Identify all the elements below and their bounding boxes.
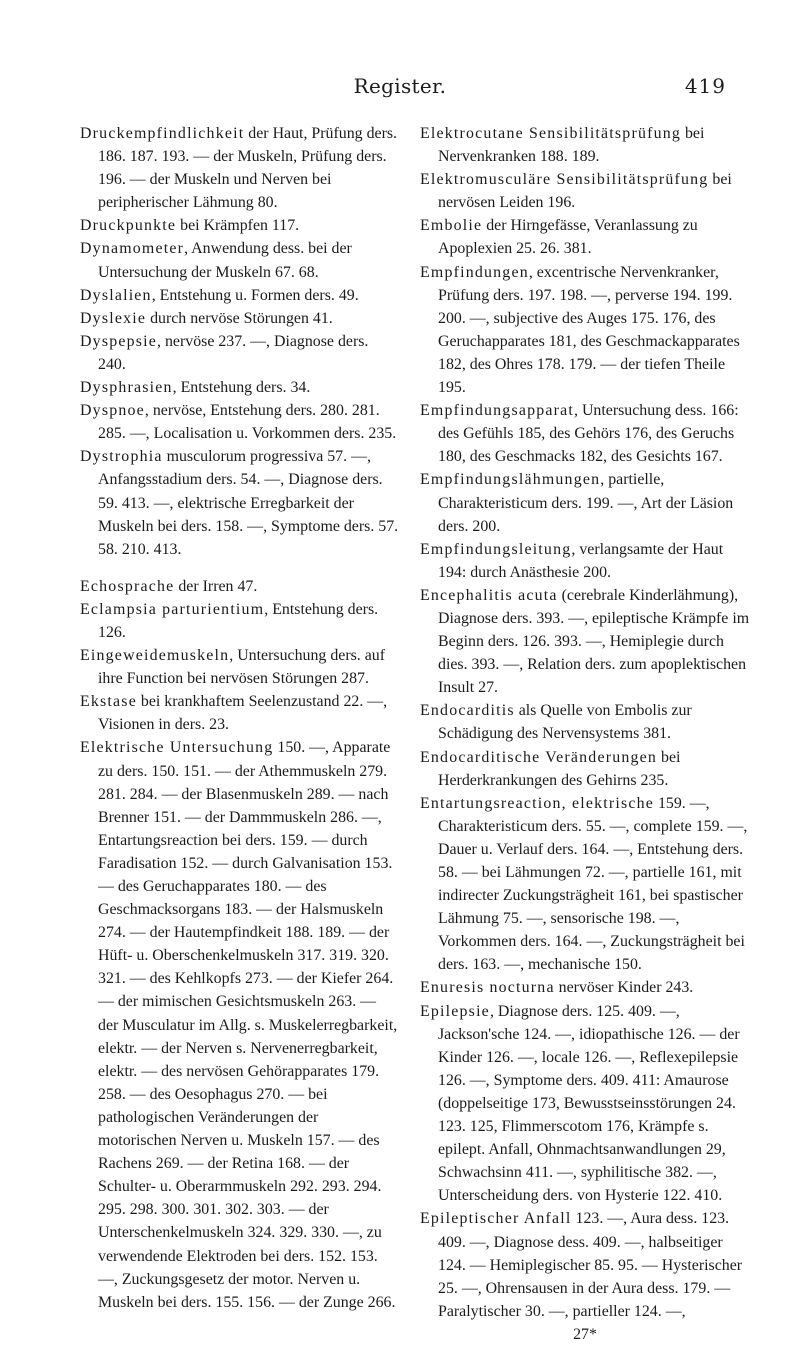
entry-text: durch nervöse Störungen 41. <box>146 309 333 327</box>
index-entry <box>80 399 400 445</box>
index-entry <box>80 122 400 214</box>
page-number: 419 <box>684 74 726 98</box>
index-entry <box>80 376 400 399</box>
entry-headword: Druckempfindlichkeit <box>80 125 245 142</box>
entry-text: der Hirngefässe, Veranlassung zu Apoplexien 25. 26. 381. <box>438 217 698 258</box>
entry-text: , Entstehung ders. 34. <box>172 379 311 397</box>
entry-text: der Haut, Prüfung ders. 186. 187. 193. — der Muskeln, Prüfung ders. 196. — der Muskeln und Nerven bei peripherischer Lähmung 80. <box>98 125 398 212</box>
index-entry <box>80 690 400 736</box>
index-entry <box>80 445 400 560</box>
entry-text: 123. —, Aura dess. 123. 409. —, Diagnose dess. 409. —, halbseitiger 124. — Hemiplegischer 85. 95. — Hysterischer 25. —, Ohrensausen in der Aura dess. 179. — Paralytischer 30. —, partieller 124. —, <box>438 1210 743 1320</box>
entry-text: bei Herderkrankungen des Gehirns 235. <box>438 748 681 789</box>
index-entry <box>80 237 400 283</box>
entry-headword: Eclampsia parturientium <box>80 600 265 618</box>
index-entry <box>420 122 750 168</box>
right-column <box>420 122 750 1346</box>
index-entry <box>80 736 400 1313</box>
entry-headword: Enuresis nocturna <box>420 979 555 997</box>
entry-headword: Dyspepsie <box>80 332 158 350</box>
index-entry <box>80 644 400 690</box>
index-entry <box>420 699 750 745</box>
entry-headword: Entartungsreaction, elektrische <box>420 794 654 812</box>
entry-headword: Endocarditis <box>420 702 515 720</box>
entry-headword: Empfindungslähmungen <box>420 471 601 489</box>
index-entry <box>420 792 750 977</box>
entry-headword: Echosprache <box>80 577 175 595</box>
entry-text: 150. —, Apparate zu ders. 150. 151. — der Athemmuskeln 279. 281. 284. — der Blasenmuskeln 289. — nach Brenner 151. — der Dammmuskeln 286. —, Entartungsreaction bei ders. 159. — durch Faradisation 152. — durch Galvanisation 153. — des Geruchapparates 180. — des Geschmacksorgans 183. — der Halsmuskeln 274. — der Hautempfindkeit 188. 189. — der Hüft- u. Oberschenkelmuskeln 317. 319. 320. 321. — des Kehlkopfs 273. — der Kiefer 264. — der mimischen Gesichtsmuskeln 263. — der Musculatur im Allg. s. Muskelerregbarkeit, elektr. — der Nerven s. Nervenerregbarkeit, elektr. — des nervösen Gehörapparates 179. 258. — des Oesophagus 270. — bei pathologischen Veränderungen der motorischen Nerven u. Muskeln 157. — des Rachens 269. — der Retina 168. — der Schulter- u. Oberarmmuskeln 292. 293. 294. 295. 298. 300. 301. 302. 303. — der Unterschenkelmuskeln 324. 329. 330. —, zu verwendende Elektroden bei ders. 152. 153. —, Zuckungsgesetz der motor. Nerven u. Muskeln bei ders. 155. 156. — der Zunge 266. <box>98 739 398 1311</box>
entry-text: , excentrische Nervenkranker, Prüfung ders. 197. 198. —, perverse 194. 199. 200. —, subjective des Auges 175. 176, des Geruchapparates 181, des Geschmackapparates 182, des Ohres 178. 179. — der tiefen Theile 195. <box>438 263 740 397</box>
running-header <box>0 74 800 104</box>
entry-headword: Elektrische Untersuchung <box>80 739 274 757</box>
index-entry <box>80 598 400 644</box>
entry-headword: Dyspnoe <box>80 402 145 420</box>
entry-text: , partielle, Charakteristicum ders. 199. —, Art der Läsion ders. 200. <box>438 471 734 535</box>
index-entry <box>420 468 750 537</box>
index-entry <box>80 214 400 237</box>
entry-text: , Untersuchung dess. 166: des Gefühls 185, des Gehörs 176, des Geruchs 180, des Geschmacks 182, des Gesichts 167. <box>438 402 739 466</box>
index-entry <box>420 976 750 999</box>
index-entry <box>420 261 750 400</box>
index-entry <box>80 307 400 330</box>
index-entry <box>420 168 750 214</box>
index-entry <box>420 584 750 699</box>
entry-headword: Druckpunkte <box>80 217 177 235</box>
entry-headword: Epileptischer Anfall <box>420 1210 572 1228</box>
entry-text: , nervöse 237. —, Diagnose ders. 240. <box>98 332 369 373</box>
entry-headword: Epilepsie <box>420 1002 490 1020</box>
entry-headword: Elektrocutane Sensibilitätsprüfung <box>420 125 682 142</box>
signature-mark: 27* <box>573 1325 597 1343</box>
index-entry <box>420 214 750 260</box>
entry-headword: Elektromusculäre Sensibilitätsprüfung <box>420 171 709 189</box>
entry-headword: Dyslexie <box>80 309 147 327</box>
entry-text: , nervöse, Entstehung ders. 280. 281. 285. —, Localisation u. Vorkommen ders. 235. <box>98 402 397 443</box>
entry-headword: Ekstase <box>80 693 137 711</box>
index-entry <box>80 284 400 307</box>
index-entry <box>420 746 750 792</box>
entry-headword: Empfindungsapparat <box>420 402 574 420</box>
entry-text: , Diagnose ders. 125. 409. —, Jackson'sche 124. —, idiopathische 126. — der Kinder 126. —, locale 126. —, Reflexepilepsie 126. —, Symptome ders. 409. 411: Amaurose (doppelseitige 173, Bewusstseinsstörungen 24. 123. 125, Flimmerscotom 176, Krämpfe s. epilept. Anfall, Ohnmachtsanwandlungen 29, Schwachsinn 411. —, syphilitische 382. —, Unterscheidung ders. von Hysterie 122. 410. <box>438 1002 740 1205</box>
index-entry <box>80 330 400 376</box>
entry-text: (cerebrale Kinderlähmung), Diagnose ders. 393. —, epileptische Krämpfe im Beginn ders. 126. 393. —, Hemiplegie durch dies. 393. —, Relation ders. zum apoplektischen Insult 27. <box>438 586 750 697</box>
entry-text: bei Krämpfen 117. <box>176 217 300 235</box>
entry-headword: Eingeweidemuskeln <box>80 647 230 665</box>
entry-text: , Anwendung dess. bei der Untersuchung der Muskeln 67. 68. <box>98 240 352 281</box>
entry-text: , Entstehung ders. 126. <box>98 600 379 641</box>
left-column <box>80 122 400 1314</box>
index-entry <box>420 538 750 584</box>
entry-text: , verlangsamte der Haut 194: durch Anästhesie 200. <box>438 540 724 581</box>
entry-text: 159. —, Charakteristicum ders. 55. —, complete 159. —, Dauer u. Verlauf ders. 164. —, Entstehung ders. 58. — bei Lähmungen 72. —, partielle 161, mit indirecter Zuckungsträgheit 161, bei spastischer Lähmung 75. —, sensorische 198. —, Vorkommen ders. 164. —, Zuckungsträgheit bei ders. 163. —, mechanische 150. <box>438 794 748 974</box>
entry-headword: Dynamometer <box>80 240 185 258</box>
index-entry <box>420 1207 750 1322</box>
entry-text: musculorum progressiva 57. —, Anfangsstadium ders. 54. —, Diagnose ders. 59. 413. —, elektrische Erregbarkeit der Muskeln bei ders. 158. —, Symptome ders. 57. 58. 210. 413. <box>98 448 399 558</box>
page-title: Register. <box>353 74 447 98</box>
entry-headword: Empfindungsleitung <box>420 540 572 558</box>
entry-text: bei Nervenkranken 188. 189. <box>438 125 705 166</box>
entry-headword: Embolie <box>420 217 483 235</box>
entry-headword: Empfindungen <box>420 263 529 281</box>
entry-text: der Irren 47. <box>174 577 258 595</box>
entry-text: , Entstehung u. Formen ders. 49. <box>151 286 359 304</box>
entry-text: nervöser Kinder 243. <box>554 979 694 997</box>
entry-headword: Encephalitis acuta <box>420 586 558 604</box>
entry-headword: Dyslalien <box>80 286 152 304</box>
entry-text: , Untersuchung ders. auf ihre Function bei nervösen Störungen 287. <box>98 647 386 688</box>
entry-headword: Dystrophia <box>80 448 163 466</box>
entry-headword: Endocarditische Veränderungen <box>420 748 658 766</box>
entry-text: bei nervösen Leiden 196. <box>438 171 732 212</box>
entry-text: als Quelle von Embolis zur Schädigung des Nervensystems 381. <box>438 702 692 743</box>
entry-text: bei krankhaftem Seelenzustand 22. —, Visionen in ders. 23. <box>98 693 388 734</box>
entry-headword: Dysphrasien <box>80 379 173 397</box>
index-entry <box>420 399 750 468</box>
index-entry <box>420 1000 750 1208</box>
index-entry <box>80 575 400 598</box>
